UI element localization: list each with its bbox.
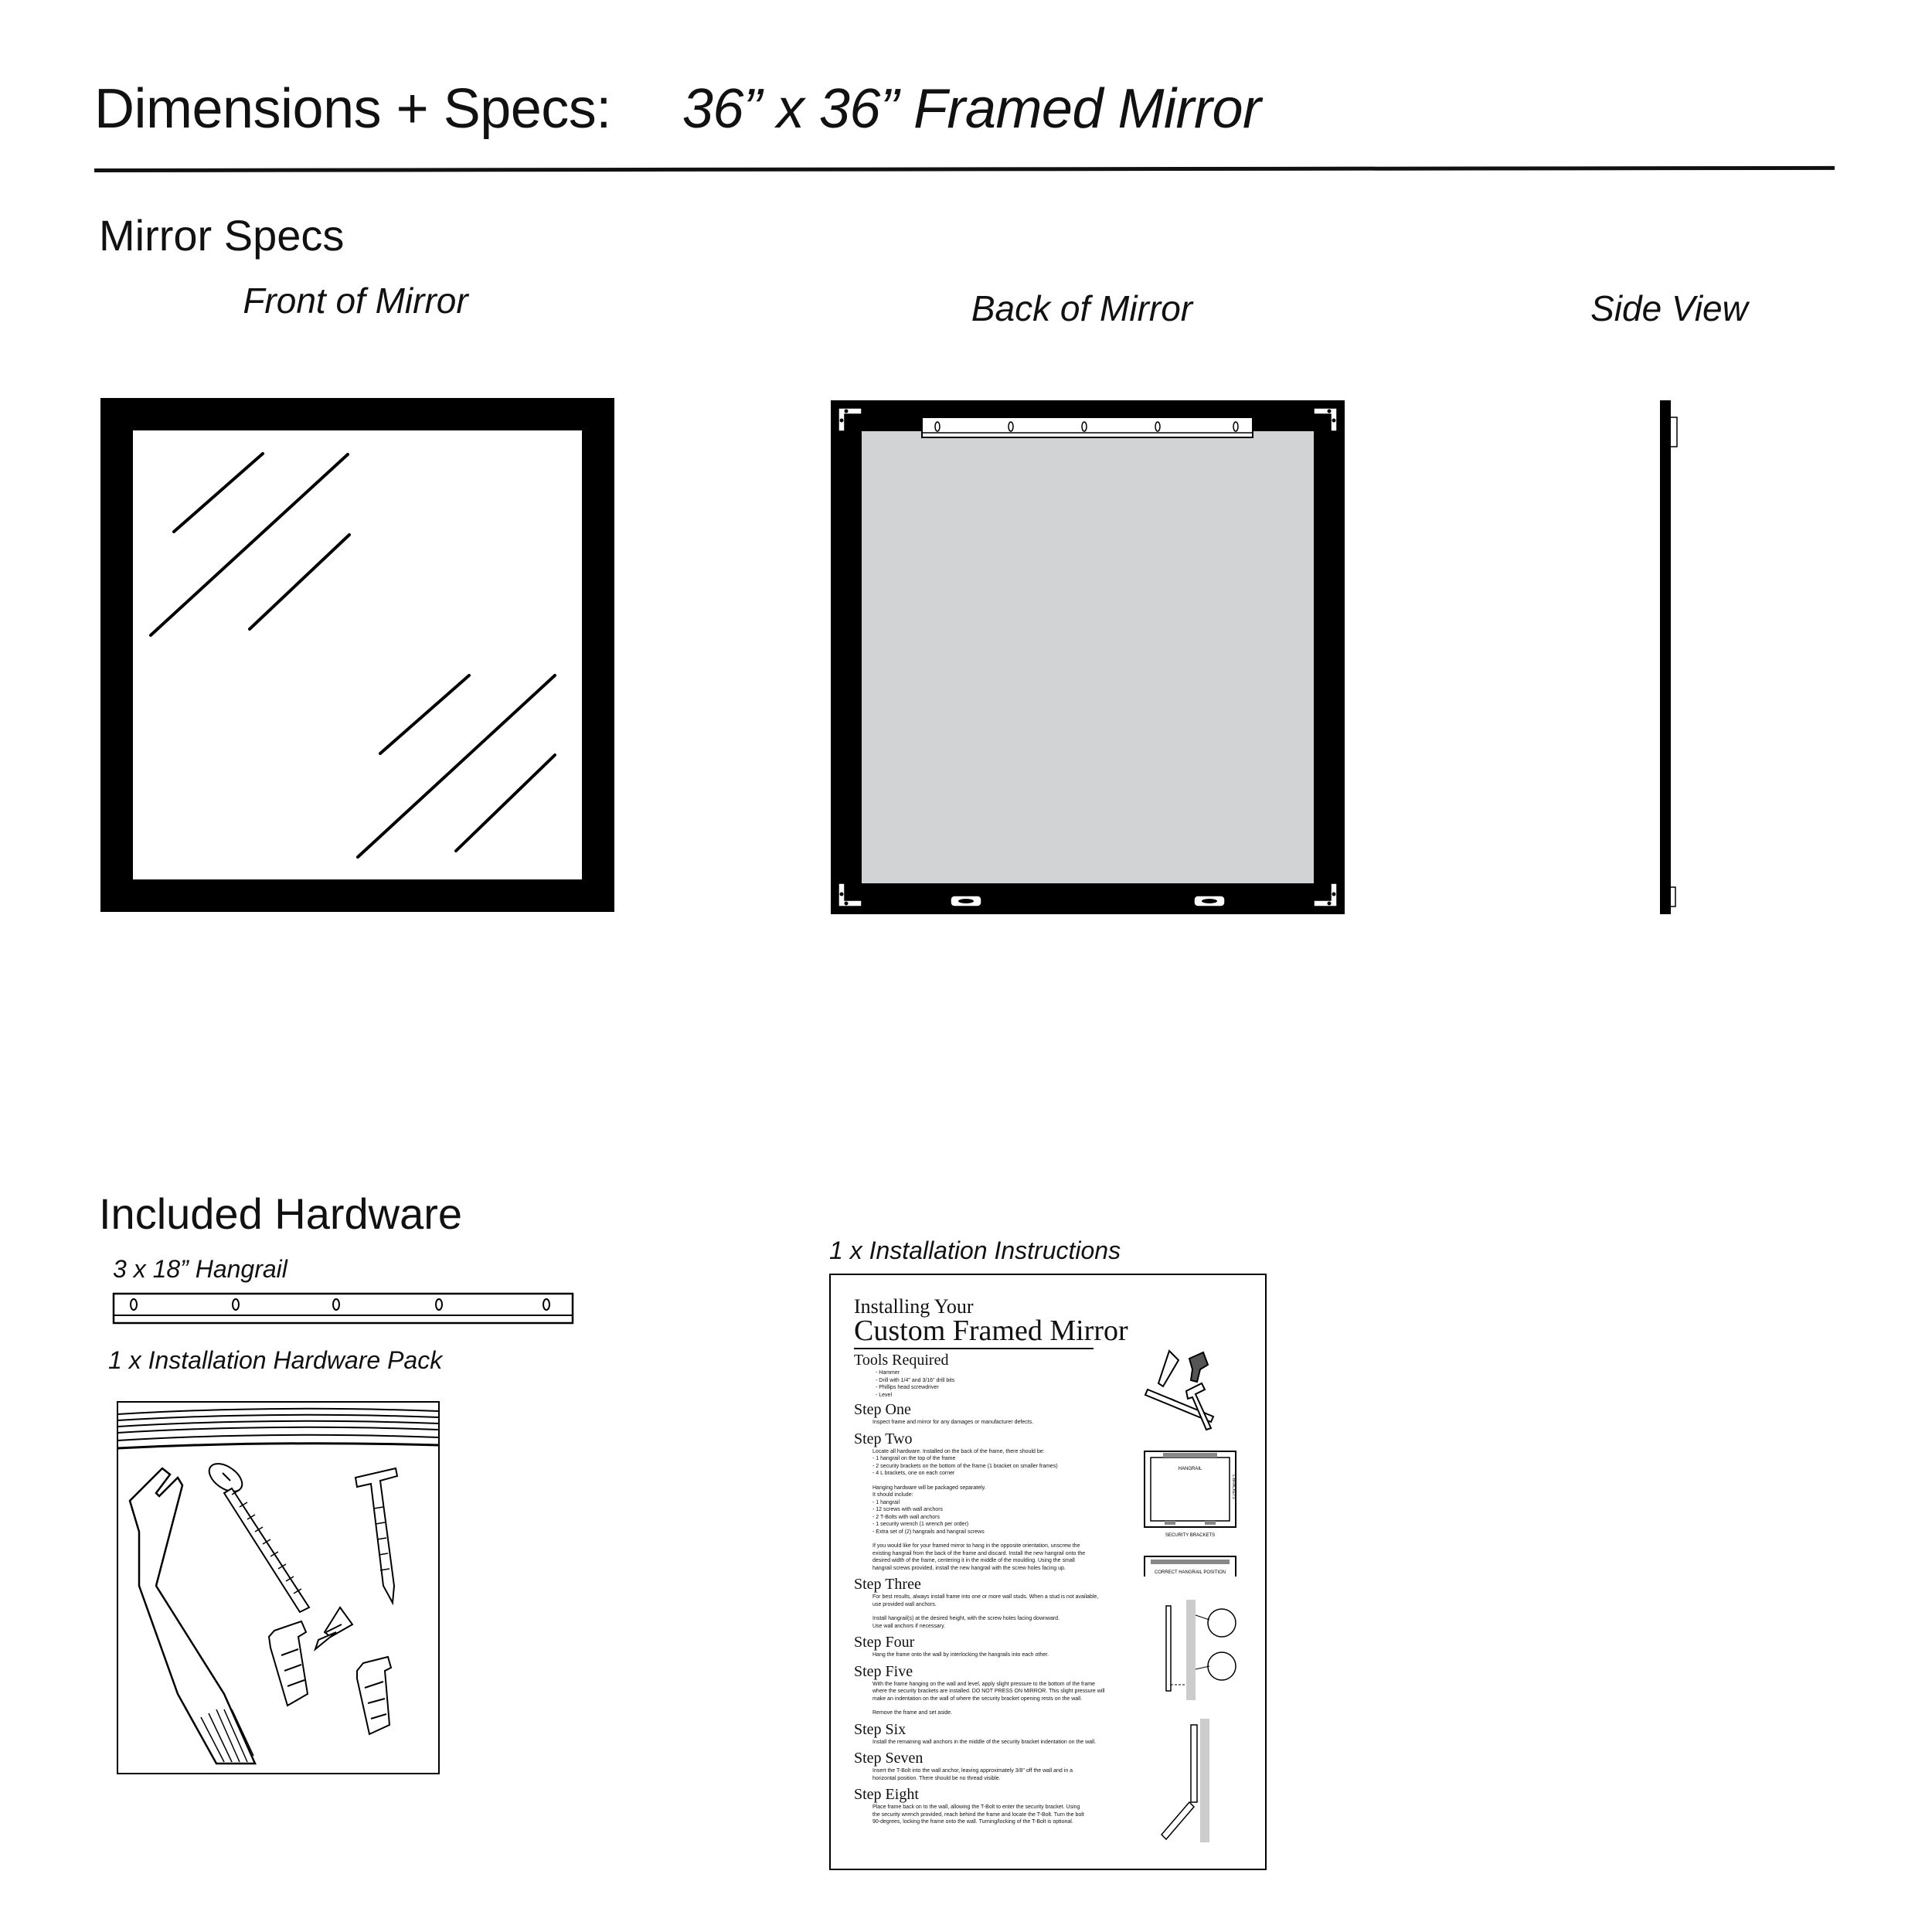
side-hangrail — [1671, 417, 1677, 447]
security-brackets-callout: SECURITY BRACKETS — [1165, 1533, 1216, 1538]
hardware-pack-diagram — [116, 1400, 440, 1775]
hangrail-label: 3 x 18” Hangrail — [113, 1255, 287, 1283]
step5-line: Remove the frame and set aside. — [872, 1710, 953, 1716]
tool-item: - Hammer — [876, 1370, 900, 1376]
tools-icon — [1140, 1343, 1233, 1436]
page-title — [94, 77, 1260, 141]
step2-line: - 1 hangrail on the top of the frame — [872, 1456, 956, 1461]
step2-line: hangrail screws provided, install the new hangrail with the screw holes facing up. — [872, 1565, 1066, 1571]
step3-line: Install hangrail(s) at the desired height, with the screw holes facing downward. — [872, 1616, 1060, 1621]
step2-line: If you would like for your framed mirror to hang in the opposite orientation, unscrew the — [872, 1543, 1080, 1549]
step2-line: Locate all hardware. Installed on the back of the frame, there should be: — [872, 1448, 1045, 1454]
step2-line: existing hangrail from the back of the frame and discard. Install the new hangrail onto the — [872, 1550, 1086, 1556]
step2-line: - 2 T-Bolts with wall anchors — [872, 1514, 940, 1520]
frame-hardware-diagram — [1141, 1448, 1239, 1530]
correct-hangrail-diagram — [1141, 1553, 1239, 1578]
title-product: 36” x 36” Framed Mirror — [682, 78, 1261, 140]
step8-heading: Step Eight — [854, 1786, 919, 1803]
back-panel — [862, 431, 1314, 883]
side-view-diagram — [1654, 400, 1685, 914]
step5-text — [854, 1681, 1132, 1717]
step2-line: - Extra set of (2) hangrails and hangrail screws — [872, 1529, 985, 1535]
front-glass — [133, 430, 582, 879]
step5-heading: Step Five — [854, 1662, 913, 1680]
hangrail-callout: HANGRAIL — [1178, 1467, 1202, 1471]
step5-line: where the security brackets are installed. DO NOT PRESS ON MIRROR. This slight pressure will — [872, 1689, 1105, 1694]
step7-line: horizontal position. There should be no thread visible. — [872, 1775, 1001, 1781]
front-of-mirror-diagram — [100, 398, 614, 912]
step4-text: Hang the frame onto the wall by interlocking the hangrails into each other. — [872, 1652, 1049, 1658]
step3-line: For best results, always install frame into one or more wall studs. When a stud is not available, — [872, 1594, 1099, 1600]
step2-line: - 4 L brackets, one on each corner — [872, 1471, 955, 1476]
doc-title-underline — [854, 1348, 1094, 1349]
hardware-pack-label: 1 x Installation Hardware Pack — [108, 1346, 443, 1374]
tools-heading: Tools Required — [854, 1352, 949, 1369]
header-divider — [94, 166, 1835, 172]
step8-line: Place frame back on to the wall, allowing the T-Bolt to enter the security bracket. Using — [872, 1804, 1080, 1810]
step6-heading: Step Six — [854, 1720, 906, 1738]
side-view-label: Side View — [1590, 288, 1748, 328]
step8-line: 90-degrees, locking the frame onto the wall. Turning/locking of the T-Bolt is optional. — [872, 1819, 1073, 1825]
step1-text: Inspect frame and mirror for any damages or manufacturer defects. — [872, 1420, 1034, 1425]
back-of-mirror-label: Back of Mirror — [971, 288, 1193, 328]
wall-mount-diagram — [1155, 1600, 1240, 1700]
step7-line: Insert the T-Bolt into the wall anchor, leaving approximately 3/8" off the wall and in a — [872, 1768, 1073, 1774]
tool-item: - Phillips head screwdriver — [876, 1385, 939, 1390]
security-brackets-callout-box — [1141, 1529, 1239, 1539]
step2-line: - 1 security wrench (1 wrench per order) — [872, 1522, 969, 1527]
doc-title-line2: Custom Framed Mirror — [854, 1315, 1128, 1347]
mirror-specs-heading: Mirror Specs — [99, 211, 345, 260]
front-of-mirror-label: Front of Mirror — [243, 281, 468, 321]
step3-text — [854, 1594, 1132, 1630]
side-frame — [1660, 400, 1671, 914]
instructions-label: 1 x Installation Instructions — [829, 1236, 1121, 1264]
title-main: Dimensions + Specs: — [94, 78, 611, 140]
tools-list — [854, 1369, 1132, 1399]
included-hardware-heading: Included Hardware — [99, 1189, 463, 1238]
step5-line: With the frame hanging on the wall and level, apply slight pressure to the bottom of the frame — [872, 1681, 1095, 1687]
installation-instructions-document — [829, 1274, 1267, 1870]
step2-line: - 1 hangrail — [872, 1499, 900, 1505]
tool-item: - Drill with 1/4" and 3/16" drill bits — [876, 1377, 955, 1383]
step2-text — [854, 1448, 1132, 1573]
step5-line: make an indentation on the wall of where the security bracket opening rests on the wall. — [872, 1696, 1083, 1702]
step2-line: Hanging hardware will be packaged separately. — [872, 1485, 986, 1491]
step3-heading: Step Three — [854, 1576, 921, 1593]
tbolt-wrench-diagram — [1155, 1719, 1240, 1842]
step6-text: Install the remaining wall anchors in the middle of the security bracket indentation on the wall. — [872, 1739, 1097, 1745]
back-hangrail — [922, 417, 1253, 437]
step7-heading: Step Seven — [854, 1750, 923, 1767]
doc-body — [854, 1351, 1132, 1826]
step2-line: - 12 screws with wall anchors — [872, 1507, 944, 1512]
step8-line: the security wrench provided, reach behind the frame and locate the T-Bolt. Turn the bolt — [872, 1811, 1084, 1818]
brackets-callout: L-BRACKETS — [1231, 1475, 1236, 1499]
step4-heading: Step Four — [854, 1634, 915, 1651]
correct-hangrail-callout: CORRECT HANGRAIL POSITION — [1154, 1570, 1226, 1575]
step1-heading: Step One — [854, 1401, 911, 1418]
doc-title-line1: Installing Your — [854, 1295, 974, 1318]
step2-line: - 2 security brackets on the bottom of the frame (1 bracket on smaller frames) — [872, 1463, 1058, 1469]
back-of-mirror-diagram — [831, 400, 1345, 914]
hangrail-diagram — [112, 1292, 576, 1326]
step7-text — [854, 1767, 1132, 1782]
side-security-bracket — [1671, 887, 1675, 906]
step2-line: It should include: — [872, 1492, 913, 1498]
step2-heading: Step Two — [854, 1430, 913, 1447]
step3-line: Use wall anchors if necessary. — [872, 1623, 946, 1629]
step2-line: desired width of the frame, centering it in the middle of the moulding. Using the small — [872, 1558, 1075, 1563]
tool-item: - Level — [876, 1392, 893, 1398]
step8-text — [854, 1804, 1132, 1826]
step3-line: use provided wall anchors. — [872, 1601, 937, 1607]
